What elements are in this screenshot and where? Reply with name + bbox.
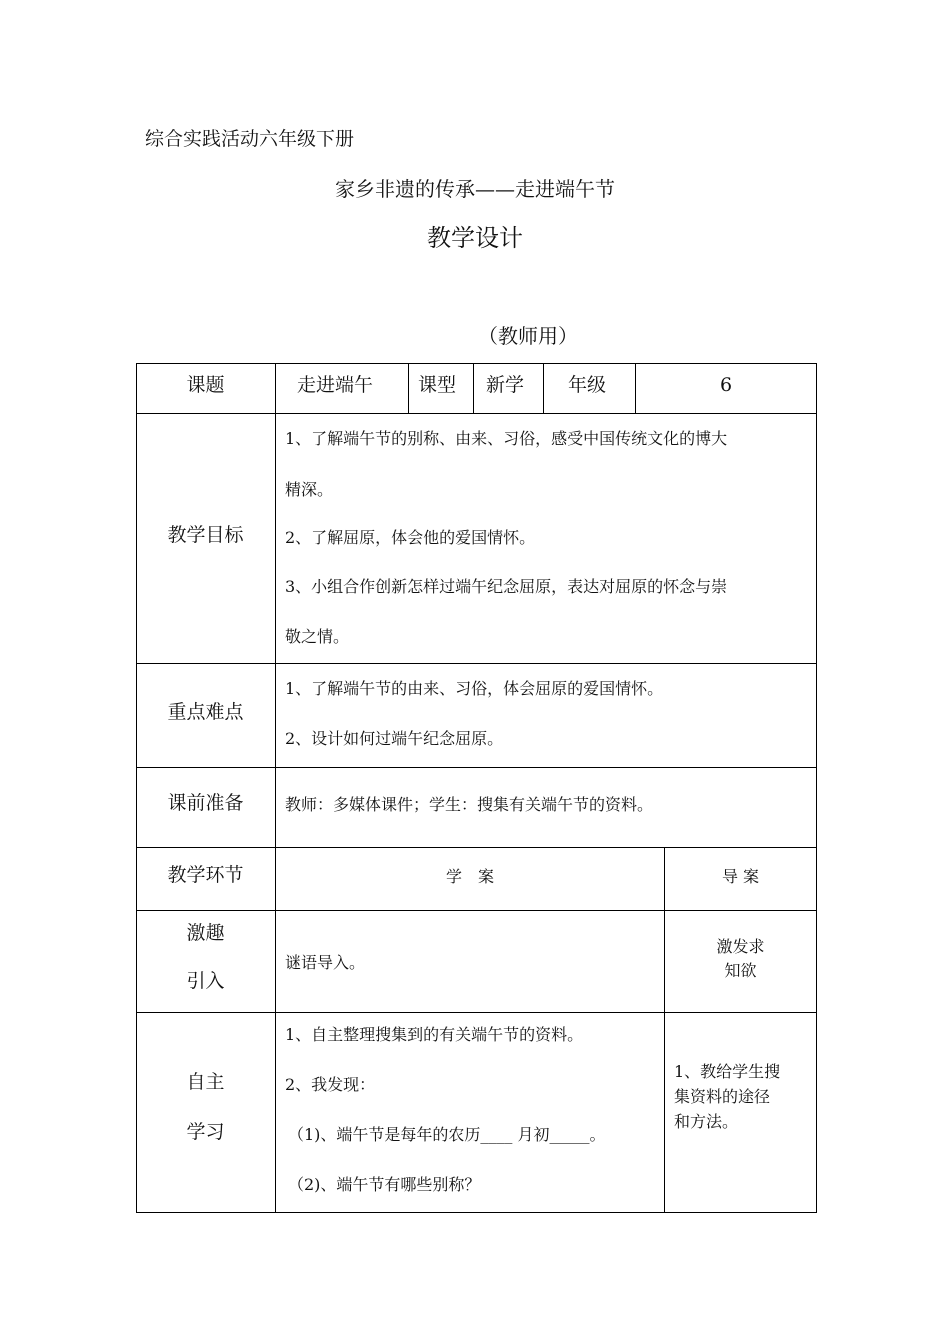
self-study-line: （1)、端午节是每年的农历____ 月初_____。 (288, 1125, 606, 1144)
row-divider (136, 1012, 817, 1013)
sections-label: 教学环节 (167, 864, 244, 886)
intro-study-text: 谜语导入。 (285, 953, 366, 972)
guide-plan-header: 导 案 (721, 867, 760, 886)
study-plan-header: 学 案 (445, 867, 494, 886)
self-study-label-line2: 学习 (186, 1121, 225, 1143)
type-label: 课型 (418, 374, 457, 396)
row-divider (136, 847, 817, 848)
key-point-line: 1、了解端午节的由来、习俗，体会屈原的爱国情怀。 (285, 679, 664, 698)
document-title: 教学设计 (427, 224, 523, 252)
intro-guide-line2: 知欲 (724, 961, 757, 980)
objective-line: 1、了解端午节的别称、由来、习俗，感受中国传统文化的博大 (285, 429, 728, 448)
column-divider (275, 363, 276, 1213)
objectives-label: 教学目标 (167, 524, 244, 546)
table-border-bottom (136, 1212, 817, 1213)
self-study-guide-line: 1、教给学生搜 (674, 1062, 781, 1081)
grade-value: 6 (719, 374, 733, 396)
topic-label: 课题 (186, 374, 225, 396)
self-study-line: 2、我发现： (285, 1075, 376, 1094)
column-divider (473, 363, 474, 414)
topic-value: 走进端午 (297, 374, 374, 396)
row-divider (136, 767, 817, 768)
audience-label: （教师用） (478, 324, 578, 348)
row-divider (136, 413, 817, 414)
objective-line: 2、了解屈原，体会他的爱国情怀。 (285, 528, 536, 547)
document-subtitle: 家乡非遗的传承——走进端午节 (335, 177, 615, 201)
preparation-text: 教师：多媒体课件；学生：搜集有关端午节的资料。 (285, 795, 654, 814)
table-border-top (136, 363, 817, 364)
key-point-line: 2、设计如何过端午纪念屈原。 (285, 729, 504, 748)
row-divider (136, 663, 817, 664)
objective-line: 敬之情。 (285, 627, 350, 646)
course-label: 综合实践活动六年级下册 (145, 128, 355, 150)
row-divider (136, 910, 817, 911)
self-study-guide-line: 和方法。 (674, 1112, 739, 1131)
grade-label: 年级 (568, 374, 607, 396)
column-divider (664, 847, 665, 1213)
table-border-right (816, 363, 817, 1213)
self-study-guide-line: 集资料的途径 (674, 1087, 771, 1106)
intro-label-line1: 激趣 (186, 922, 225, 944)
column-divider (543, 363, 544, 414)
objective-line: 精深。 (285, 480, 334, 499)
self-study-label-line1: 自主 (186, 1071, 225, 1093)
key-points-label: 重点难点 (167, 701, 244, 723)
self-study-line: 1、自主整理搜集到的有关端午节的资料。 (285, 1025, 584, 1044)
column-divider (408, 363, 409, 414)
intro-label-line2: 引入 (186, 970, 225, 992)
self-study-line: （2)、端午节有哪些别称？ (288, 1175, 481, 1194)
objective-line: 3、小组合作创新怎样过端午纪念屈原，表达对屈原的怀念与崇 (285, 577, 728, 596)
preparation-label: 课前准备 (167, 792, 244, 814)
type-value: 新学 (486, 374, 525, 396)
intro-guide-line1: 激发求 (716, 937, 765, 956)
